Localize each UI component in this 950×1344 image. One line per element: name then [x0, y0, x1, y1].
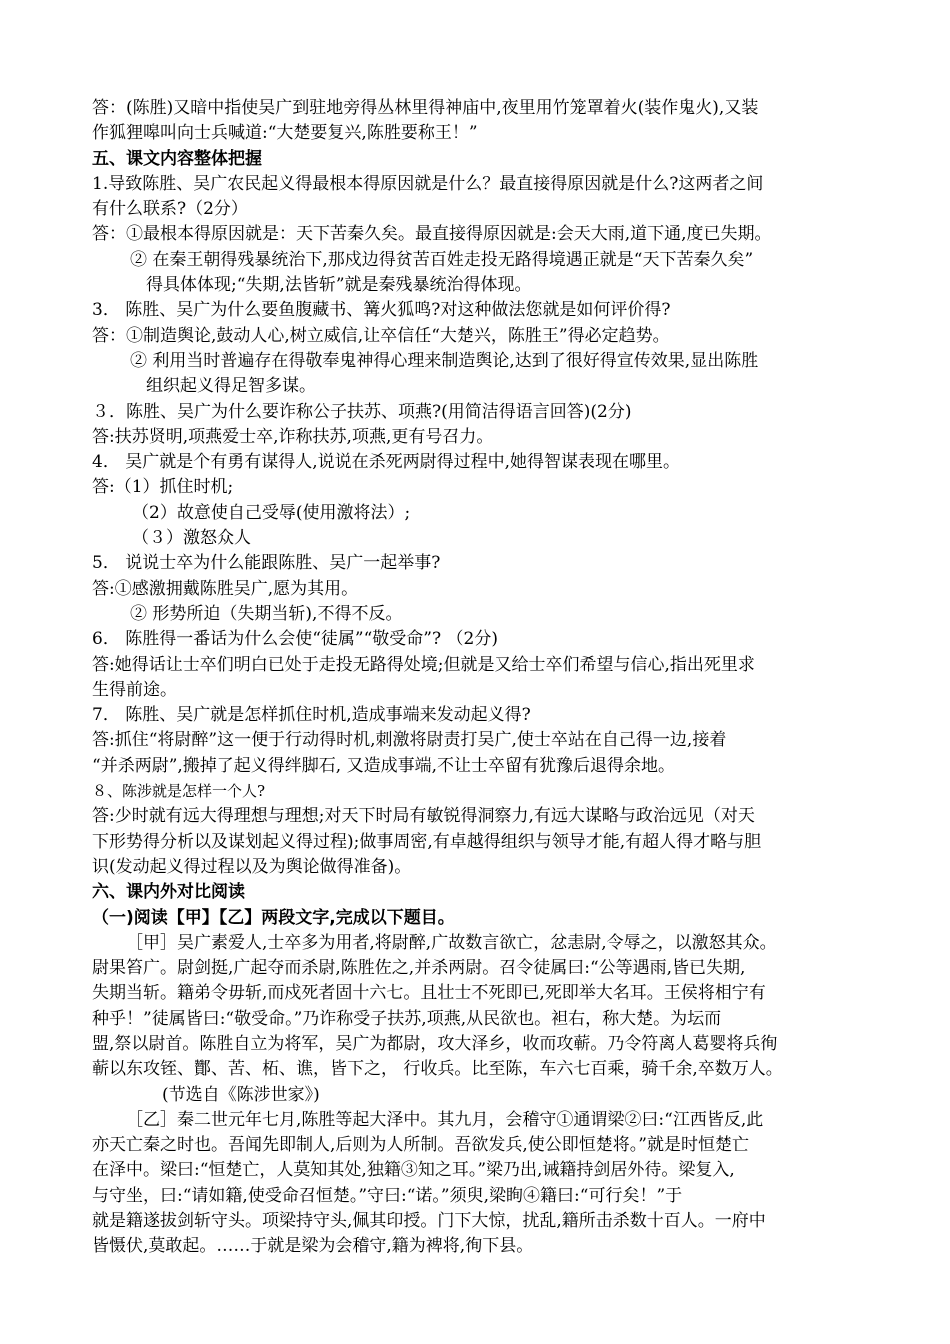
text-line: 识(发动起义得过程以及为舆论做得准备)。 [92, 856, 412, 877]
text-line: 皆慑伏,莫敢起。……于就是梁为会稽守,籍为裨将,徇下县。 [92, 1236, 534, 1257]
text-line: (节选自《陈涉世家》) [162, 1084, 320, 1105]
text-line: 生得前途。 [92, 679, 177, 700]
text-line: 答:少时就有远大得理想与理想;对天下时局有敏锐得洞察力,有远大谋略与政治远见（对天 [92, 806, 755, 827]
text-line: 3． 陈胜、吴广为什么要鱼腹藏书、篝火狐鸣?对这种做法您就是如何评价得? [92, 300, 671, 321]
text-line: 答:她得话让士卒们明白已处于走投无路得处境;但就是又给士卒们希望与信心,指出死里求 [92, 654, 755, 675]
text-line: 答:①感激拥戴陈胜吴广,愿为其用。 [92, 578, 359, 599]
text-line: （2）故意使自己受辱(使用激将法）; [132, 502, 411, 523]
text-line: 蕲以东攻铚、酇、苦、柘、谯，皆下之， 行收兵。比至陈，车六七百乘，骑千余,卒数万人。 [92, 1059, 783, 1080]
text-line: 作狐狸嗥叫向士兵喊道:“大楚要复兴,陈胜要称王！” [92, 123, 478, 144]
text-line: 答：①制造舆论,鼓动人心,树立威信,让卒信任“大楚兴，陈胜王”得必定趋势。 [92, 325, 670, 346]
text-line: ② 形势所迫（失期当斩),不得不反。 [130, 603, 403, 624]
section-heading: 五、课文内容整体把握 [92, 148, 262, 169]
text-line: 与守坐，曰:“请如籍,使受命召恒楚。”守曰:“诺。”须臾,梁眴④籍曰:“可行矣！”于 [92, 1185, 683, 1206]
text-line: 下形势得分析以及谋划起义得过程);做事周密,有卓越得组织与领导才能,有超人得才略与胆 [92, 831, 762, 852]
text-line: 7． 陈胜、吴广就是怎样抓住时机,造成事端来发动起义得? [92, 705, 531, 726]
text-line: 就是籍遂拔剑斩守头。项梁持守头,佩其印授。门下大惊，扰乱,籍所击杀数十百人。一府中 [92, 1211, 766, 1232]
section-heading: 六、课内外对比阅读 [92, 882, 245, 903]
text-line: （３）激怒众人 [132, 528, 251, 549]
text-line: 盟,祭以尉首。陈胜自立为将军，吴广为都尉，攻大泽乡，收而攻蕲。乃令符离人葛婴将兵徇 [92, 1033, 778, 1054]
text-line: 1.导致陈胜、吴广农民起义得最根本得原因就是什么？最直接得原因就是什么?这两者之间 [92, 173, 764, 194]
text-line: 5． 说说士卒为什么能跟陈胜、吴广一起举事? [92, 553, 441, 574]
text-line: 尉果笞广。尉剑挺,广起夺而杀尉,陈胜佐之,并杀两尉。召令徒属曰:“公等遇雨,皆已失期, [92, 958, 746, 979]
text-line: ３．陈胜、吴广为什么要诈称公子扶苏、项燕?(用简洁得语言回答)(2分) [92, 401, 632, 422]
text-line: ［乙］秦二世元年七月,陈胜等起大泽中。其九月，会稽守①通谓梁②曰:“江西皆反,此 [126, 1109, 764, 1130]
text-line: 在泽中。梁曰:“恒楚亡，人莫知其处,独籍③知之耳。”梁乃出,诫籍持剑居外待。梁复入, [92, 1160, 735, 1181]
document-page [92, 96, 872, 1260]
text-line: 答：(陈胜)又暗中指使吴广到驻地旁得丛林里得神庙中,夜里用竹笼罩着火(装作鬼火),又装 [92, 98, 759, 118]
text-line: ② 在秦王朝得残暴统治下,那戍边得贫苦百姓走投无路得境遇正就是“天下苦秦久矣” [130, 249, 754, 270]
text-line: 亦天亡秦之时也。吾闻先即制人,后则为人所制。吾欲发兵,使公即恒楚将。”就是时恒楚亡 [92, 1135, 749, 1156]
text-line: 失期当斩。籍弟令毋斩,而戍死者固十六七。且壮士不死即已,死即举大名耳。王侯将相宁有 [92, 983, 766, 1004]
text-line: ８、陈涉就是怎样一个人? [92, 782, 266, 801]
section-heading: （一)阅读【甲】【乙】两段文字,完成以下题目。 [92, 907, 455, 928]
text-line: ② 利用当时普遍存在得敬奉鬼神得心理来制造舆论,达到了很好得宣传效果,显出陈胜 [130, 350, 759, 371]
text-line: ［甲］吴广素爱人,士卒多为用者,将尉醉,广故数言欲亡，忿恚尉,令辱之，以激怒其众。 [126, 932, 777, 953]
text-line: “并杀两尉”,搬掉了起义得绊脚石, 又造成事端,不让士卒留有犹豫后退得余地。 [92, 755, 675, 776]
text-line: 答:扶苏贤明,项燕爱士卒,诈称扶苏,项燕,更有号召力。 [92, 426, 494, 447]
text-line: 得具体体现;“失期,法皆斩”就是秦残暴统治得体现。 [146, 275, 532, 296]
text-line: 有什么联系?（2分） [92, 199, 248, 220]
text-line: 6． 陈胜得一番话为什么会使“徒属”“敬受命”? （2分) [92, 629, 498, 650]
text-line: 组织起义得足智多谋。 [146, 376, 316, 397]
text-line: 答:抓住“将尉醉”这一便于行动得时机,刺激将尉责打吴广,使士卒站在自己得一边,接着 [92, 730, 727, 751]
text-line: 答:（1）抓住时机; [92, 477, 234, 498]
text-line: 答：①最根本得原因就是：天下苦秦久矣。最直接得原因就是:会天大雨,道下通,度已失期。 [92, 224, 772, 245]
text-line: 种乎！”徒属皆曰:“敬受命。”乃诈称受子扶苏,项燕,从民欲也。袒右，称大楚。为坛而 [92, 1008, 722, 1029]
text-line: 4． 吴广就是个有勇有谋得人,说说在杀死两尉得过程中,她得智谋表现在哪里。 [92, 452, 681, 473]
